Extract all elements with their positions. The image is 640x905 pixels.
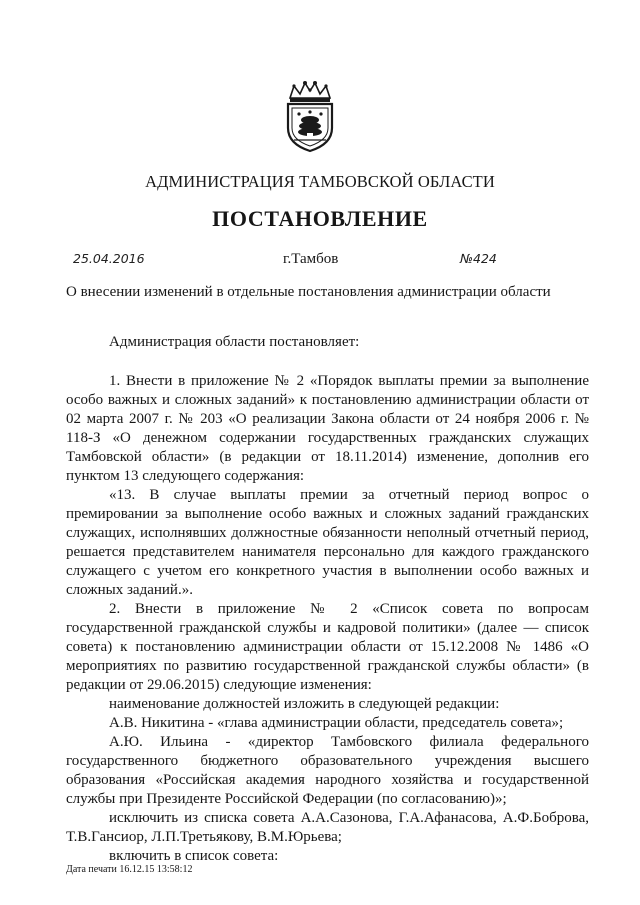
organization-name: АДМИНИСТРАЦИЯ ТАМБОВСКОЙ ОБЛАСТИ (145, 172, 495, 191)
body-paragraph: включить в список совета: (109, 848, 279, 864)
body-paragraph: А.Ю. Ильина - «директор Тамбовского филиала федерального государственного бюджетного образовательного учреждения высшего образования «Российская академия народного хозяйства и государственной службы при Президенте Российской Федерации (по согласованию)»; (66, 734, 589, 807)
document-type-title: ПОСТАНОВЛЕНИЕ (212, 206, 428, 231)
body-paragraph: 1. Внести в приложение № 2 «Порядок выплаты премии за выполнение особо важных и сложных заданий» к постановлению администрации области от 02 марта 2007 г. № 203 «О реализации Закона области от 24 ноября 2006 г. № 118-З «О денежном содержании государственных гражданских служащих Тамбовской области» (в редакции от 18.11.2014) изменение, дополнив его пунктом 13 следующего содержания: (66, 373, 589, 484)
body-paragraph: исключить из списка совета А.А.Сазонова, Г.А.Афанасова, А.Ф.Боброва, Т.В.Гансиор, Л.П.Третьякову, В.М.Юрьева; (66, 810, 589, 845)
tambov-coat-of-arms-icon (278, 78, 342, 154)
document-subject: О внесении изменений в отдельные постановления администрации области (66, 284, 551, 300)
body-paragraph: наименование должностей изложить в следующей редакции: (109, 696, 500, 712)
body-paragraph: А.В. Никитина - «глава администрации области, председатель совета»; (109, 715, 564, 731)
print-date-footer: Дата печати 16.12.15 13:58:12 (66, 864, 193, 875)
document-body (66, 333, 589, 866)
preamble-paragraph: Администрация области постановляет: (109, 334, 360, 350)
document-number: №424 (460, 251, 497, 266)
document-date: 25.04.2016 (73, 251, 145, 266)
document-city: г.Тамбов (283, 251, 339, 267)
body-paragraph: «13. В случае выплаты премии за отчетный период вопрос о премировании за выполнение особо важных и сложных заданий гражданских служащих, исполнявших должностные обязанности неполный отчетный период, решается представителем нанимателя персонально для каждого гражданского служащего с учетом его конкретного участия в выполнении особо важных и сложных заданий.». (66, 487, 589, 598)
body-paragraph: 2. Внести в приложение № 2 «Список совета по вопросам государственной гражданской службы и кадровой политики» (далее — список совета) к постановлению администрации области от 15.12.2008 № 1486 «О мероприятиях по развитию государственной гражданской службы области» (в редакции от 29.06.2015) следующие изменения: (66, 601, 589, 693)
